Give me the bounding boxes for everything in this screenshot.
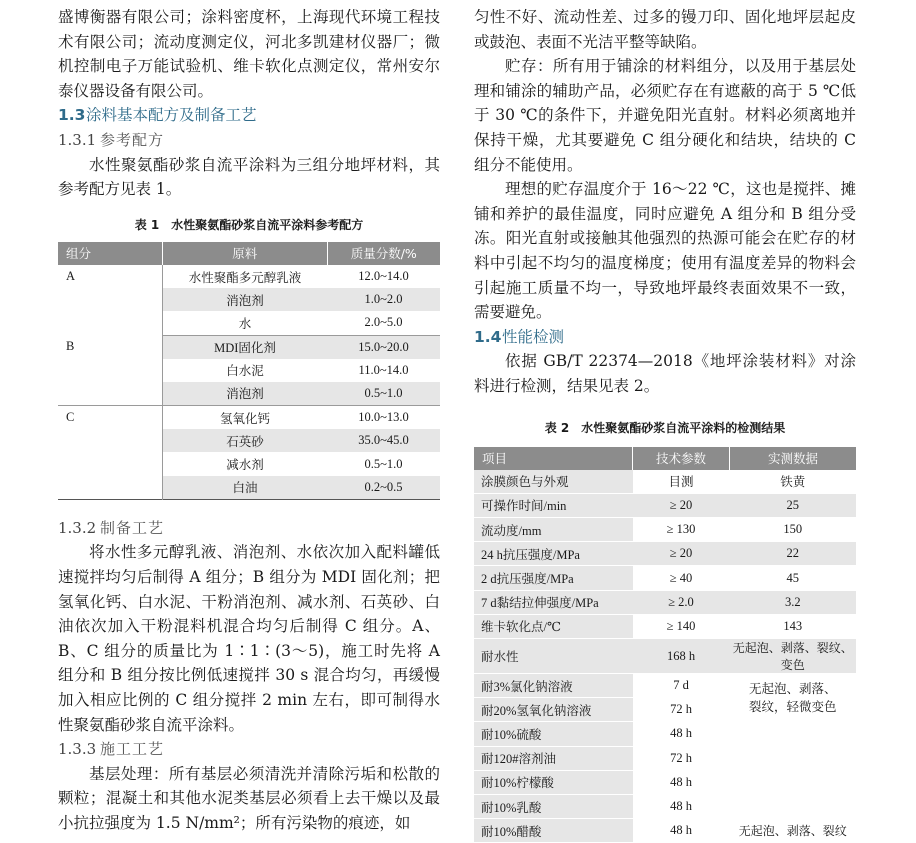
table-2-header-result: 实测数据 xyxy=(730,447,857,470)
table-cell: MDI固化剂 xyxy=(163,335,328,359)
chem-result-line-1: 无起泡、剥落、 xyxy=(730,680,857,698)
section-1-3-1-paragraph: 水性聚氨酯砂浆自流平涂料为三组分地坪材料，其参考配方见表 1。 xyxy=(58,153,440,202)
table-cell: 35.0~45.0 xyxy=(327,429,440,452)
table-cell: 氢氧化钙 xyxy=(163,406,328,430)
section-1-3-3-heading: 1.3.3 施工工艺 xyxy=(58,737,440,762)
table-cell: 消泡剂 xyxy=(163,288,328,311)
table-row xyxy=(474,770,856,794)
table-cell: 24 h抗压强度/MPa xyxy=(474,542,633,566)
intro-paragraph: 盛博衡器有限公司；涂料密度杯，上海现代环境工程技术有限公司；流动度测定仪，河北多凯建材仪器厂；微机控制电子万能试验机、维卡软化点测定仪，常州安尔泰仪器设备有限公司。 xyxy=(58,5,440,103)
temperature-paragraph: 理想的贮存温度介于 16～22 ℃，这也是搅拌、摊铺和养护的最佳温度，同时应避免 A 组分和 B 组分受冻。阳光直射或接触其他强烈的热源可能会在贮存的材料中引起不均匀的温度梯度；使用有温度差异的物料会引起施工质量不均一，导致地坪最终表面效果不一致，需要避免。 xyxy=(474,177,856,325)
table-cell: 白水泥 xyxy=(163,359,328,382)
table-cell: 12.0~14.0 xyxy=(327,265,440,288)
table-cell: 消泡剂 xyxy=(163,382,328,406)
section-1-4-heading: 1.4性能检测 xyxy=(474,325,856,350)
table-cell: 168 h xyxy=(633,639,730,674)
table-cell: 铁黄 xyxy=(730,470,857,494)
table-row xyxy=(474,614,856,638)
table-row xyxy=(58,265,440,288)
table-1-header-group: 组分 xyxy=(58,242,163,265)
table-1-header-value: 质量分数/% xyxy=(327,242,440,265)
table-cell xyxy=(730,746,857,770)
table-cell: 3.2 xyxy=(730,590,857,614)
table-cell: 耐3%氯化钠溶液 xyxy=(474,674,633,698)
table-cell: 0.5~1.0 xyxy=(327,452,440,475)
table-row xyxy=(474,518,856,542)
table-1-header-material: 原料 xyxy=(163,242,328,265)
table-cell: 石英砂 xyxy=(163,429,328,452)
continued-paragraph: 匀性不好、流动性差、过多的镘刀印、固化地坪层起皮或鼓泡、表面不光洁平整等缺陷。 xyxy=(474,5,856,54)
table-1-caption: 表 1 水性聚氨酯砂浆自流平涂料参考配方 xyxy=(58,216,440,234)
table-cell: 2 d抗压强度/MPa xyxy=(474,566,633,590)
table-cell: ≥ 20 xyxy=(633,493,730,517)
section-1-3-3-paragraph: 基层处理：所有基层必须清洗并清除污垢和松散的颗粒；混凝土和其他水泥类基层必须看上去干燥以及最小抗拉强度为 1.5 N/mm²；所有污染物的痕迹，如 xyxy=(58,762,440,836)
table-cell: 耐10%醋酸 xyxy=(474,819,633,843)
table-cell xyxy=(730,794,857,818)
table-cell xyxy=(730,722,857,746)
section-1-3-2-paragraph: 将水性多元醇乳液、消泡剂、水依次加入配料罐低速搅拌均匀后制得 A 组分；B 组分为 MDI 固化剂；把氢氧化钙、白水泥、干粉消泡剂、减水剂、石英砂、白油依次加入干粉混料机混合均匀后制得 C 组分。A、B、C 组分的质量比为 1∶1∶(3～5)，施工时先将 A 组分和 B 组分按比例低速搅拌 30 s 混合均匀，再缓慢加入相应比例的 C 组分搅拌 2 min 左右，即可制得水性聚氨酯砂浆自流平涂料。 xyxy=(58,540,440,737)
table-cell: 耐10%硫酸 xyxy=(474,722,633,746)
right-column xyxy=(474,0,856,843)
table-row xyxy=(474,470,856,494)
table-2-chem-result xyxy=(730,674,857,722)
table-cell: 2.0~5.0 xyxy=(327,311,440,335)
table-cell: 耐水性 xyxy=(474,639,633,674)
table-cell: ≥ 130 xyxy=(633,518,730,542)
table-cell: ≥ 20 xyxy=(633,542,730,566)
section-1-3-2-heading: 1.3.2 制备工艺 xyxy=(58,516,440,541)
table-cell: 涂膜颜色与外观 xyxy=(474,470,633,494)
table-row xyxy=(474,590,856,614)
table-1-group-b: B xyxy=(58,335,163,406)
table-cell: 0.5~1.0 xyxy=(327,382,440,406)
table-2-header-spec: 技术参数 xyxy=(633,447,730,470)
table-cell: 48 h xyxy=(633,794,730,818)
table-cell: 无起泡、剥落、裂纹、变色 xyxy=(730,639,857,674)
table-cell: 目测 xyxy=(633,470,730,494)
table-cell: 耐10%柠檬酸 xyxy=(474,770,633,794)
table-1-group-c: C xyxy=(58,406,163,500)
section-1-4-paragraph: 依据 GB/T 22374—2018《地坪涂装材料》对涂料进行检测，结果见表 2。 xyxy=(474,349,856,398)
section-1-3-heading: 1.3涂料基本配方及制备工艺 xyxy=(58,103,440,128)
table-cell: 7 d黏结拉伸强度/MPa xyxy=(474,590,633,614)
table-cell: 25 xyxy=(730,493,857,517)
table-row xyxy=(474,493,856,517)
section-1-3-1-heading: 1.3.1 参考配方 xyxy=(58,128,440,153)
table-cell: 流动度/mm xyxy=(474,518,633,542)
table-cell: 45 xyxy=(730,566,857,590)
table-row xyxy=(474,746,856,770)
table-cell: 水性聚酯多元醇乳液 xyxy=(163,265,328,288)
table-cell: 耐10%乳酸 xyxy=(474,794,633,818)
table-row xyxy=(474,566,856,590)
table-1-group-a: A xyxy=(58,265,163,335)
table-cell: 150 xyxy=(730,518,857,542)
table-cell: 白油 xyxy=(163,476,328,500)
table-cell: 72 h xyxy=(633,746,730,770)
table-cell: 143 xyxy=(730,614,857,638)
storage-paragraph: 贮存：所有用于铺涂的材料组分，以及用于基层处理和铺涂的辅助产品，必须贮存在有遮蔽的高于 5 ℃低于 30 ℃的条件下，并避免阳光直射。材料必须离地并保持干燥，尤其要避免 C 组分硬化和结块，结块的 C 组分不能使用。 xyxy=(474,54,856,177)
table-cell: 1.0~2.0 xyxy=(327,288,440,311)
table-cell: 10.0~13.0 xyxy=(327,406,440,430)
table-cell: ≥ 2.0 xyxy=(633,590,730,614)
table-cell: 耐20%氢氧化钠溶液 xyxy=(474,698,633,722)
table-cell: 48 h xyxy=(633,722,730,746)
table-row xyxy=(474,542,856,566)
table-cell: 耐120#溶剂油 xyxy=(474,746,633,770)
table-cell: 维卡软化点/℃ xyxy=(474,614,633,638)
table-cell: ≥ 40 xyxy=(633,566,730,590)
chem-result-line-2: 裂纹，轻微变色 xyxy=(730,698,857,716)
table-cell: 22 xyxy=(730,542,857,566)
table-row xyxy=(58,335,440,359)
table-2-header-item: 项目 xyxy=(474,447,633,470)
table-cell: 减水剂 xyxy=(163,452,328,475)
table-cell: 0.2~0.5 xyxy=(327,476,440,500)
table-cell: 15.0~20.0 xyxy=(327,335,440,359)
table-row xyxy=(58,406,440,430)
table-cell: 7 d xyxy=(633,674,730,698)
table-row xyxy=(474,819,856,843)
table-row xyxy=(474,794,856,818)
table-cell xyxy=(730,770,857,794)
left-column xyxy=(58,0,440,836)
table-cell: 48 h xyxy=(633,770,730,794)
table-2-caption: 表 2 水性聚氨酯砂浆自流平涂料的检测结果 xyxy=(474,419,856,437)
table-row xyxy=(474,639,856,674)
table-1 xyxy=(58,242,440,500)
table-cell: 48 h xyxy=(633,819,730,843)
table-cell: 可操作时间/min xyxy=(474,493,633,517)
table-cell: 11.0~14.0 xyxy=(327,359,440,382)
table-row xyxy=(474,674,856,698)
table-cell: ≥ 140 xyxy=(633,614,730,638)
table-2 xyxy=(474,447,856,843)
table-cell: 无起泡、剥落、裂纹 xyxy=(730,819,857,843)
table-cell: 72 h xyxy=(633,698,730,722)
table-cell: 水 xyxy=(163,311,328,335)
table-row xyxy=(474,722,856,746)
